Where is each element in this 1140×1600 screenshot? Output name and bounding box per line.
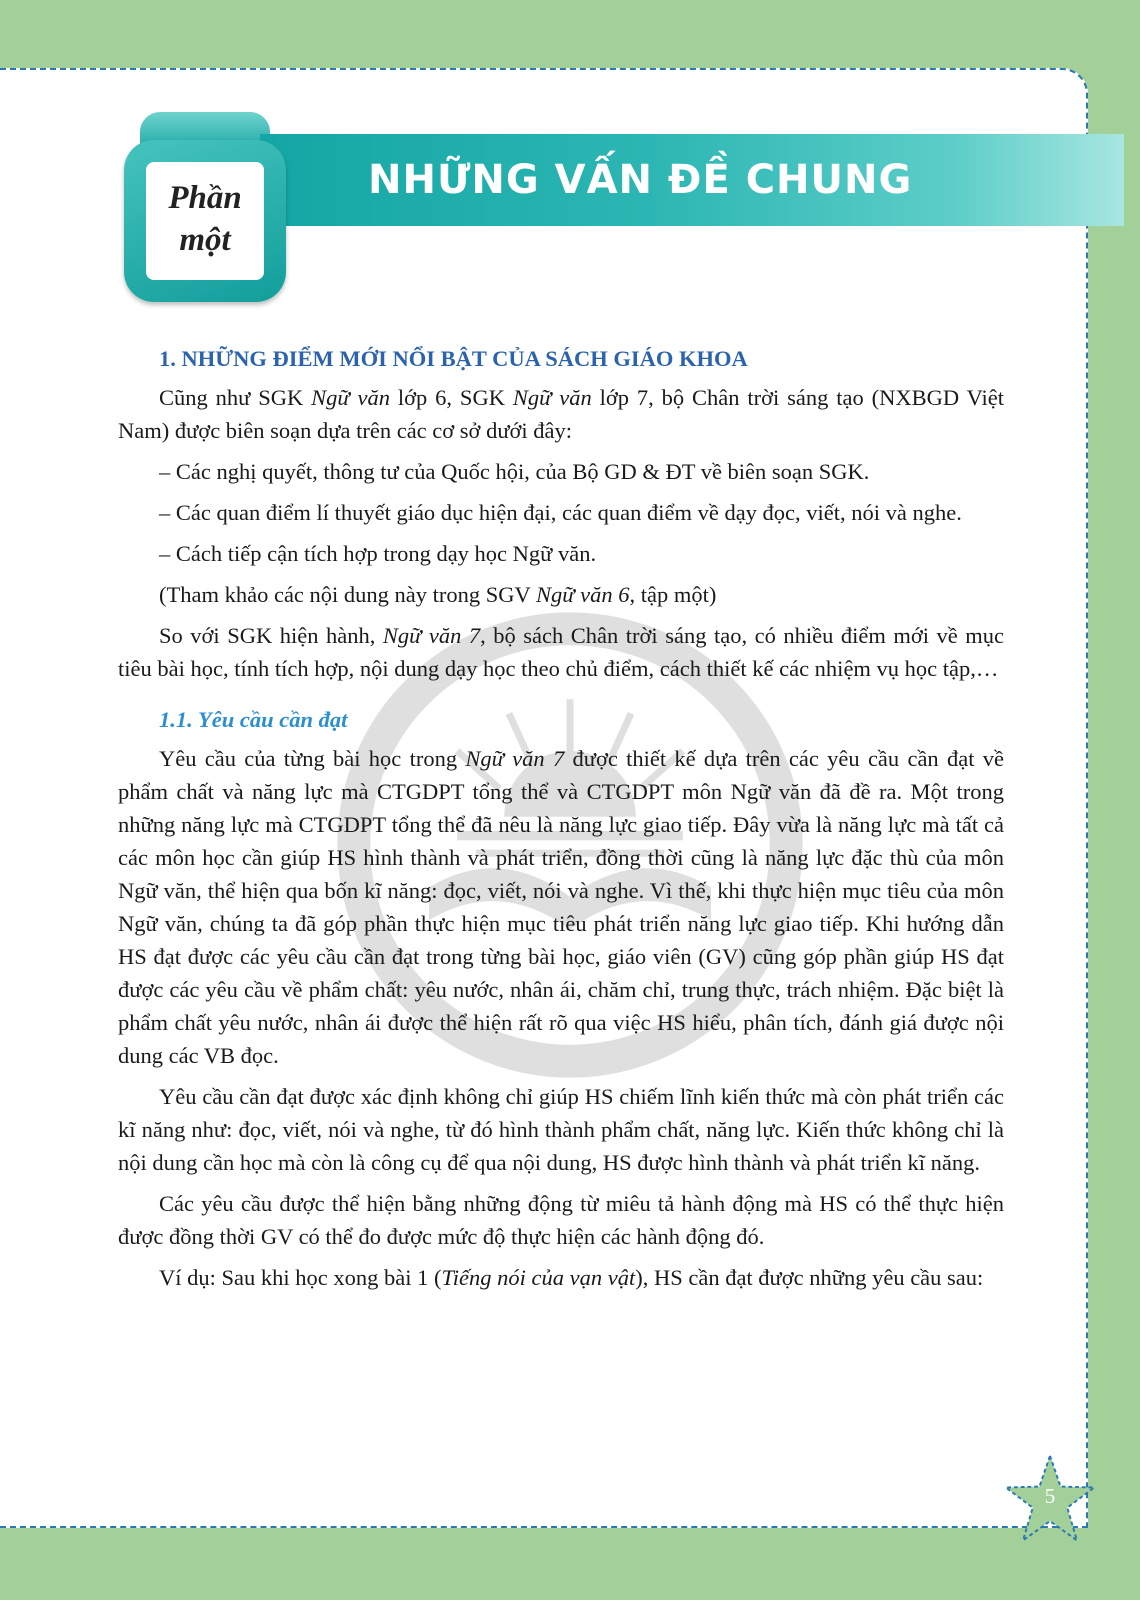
list-item: – Các nghị quyết, thông tư của Quốc hội, của Bộ GD & ĐT về biên soạn SGK. bbox=[159, 459, 870, 484]
part-badge-inner bbox=[146, 162, 264, 280]
list-item: – Cách tiếp cận tích hợp trong dạy học Ngữ văn. bbox=[159, 541, 597, 566]
part-badge bbox=[124, 140, 286, 302]
paragraph: Ví dụ: Sau khi học xong bài 1 (Tiếng nói của vạn vật), HS cần đạt được những yêu cầu sau: bbox=[159, 1265, 984, 1290]
paragraph: Yêu cầu cần đạt được xác định không chỉ giúp HS chiếm lĩnh kiến thức mà còn phát triển các kĩ năng như: đọc, viết, nói và nghe, từ đó hình thành phẩm chất, năng lực. Kiến thức không chỉ là nội dung cần học mà còn là công cụ để qua nội dung, HS được hình thành và phát triển kĩ năng. bbox=[118, 1084, 1004, 1175]
part-label-line1: Phần bbox=[168, 180, 242, 216]
paragraph: Cũng như SGK Ngữ văn lớp 6, SGK Ngữ văn lớp 7, bộ Chân trời sáng tạo (NXBGD Việt Nam) được biên soạn dựa trên các cơ sở dưới đây: bbox=[118, 385, 1005, 443]
main-content bbox=[118, 342, 1004, 1302]
part-label-line2: một bbox=[179, 222, 231, 258]
page-number: 5 bbox=[1044, 1484, 1056, 1508]
paragraph: So với SGK hiện hành, Ngữ văn 7, bộ sách Chân trời sáng tạo, có nhiều điểm mới về mục tiêu bài học, tính tích hợp, nội dung dạy học theo chủ điểm, cách thiết kế các nhiệm vụ học tập,… bbox=[118, 623, 1004, 681]
list-item: – Các quan điểm lí thuyết giáo dục hiện đại, các quan điểm về dạy đọc, viết, nói và nghe. bbox=[159, 500, 962, 525]
subsection-heading: 1.1. Yêu cầu cần đạt bbox=[159, 707, 348, 732]
reference-note: (Tham khảo các nội dung này trong SGV Ngữ văn 6, tập một) bbox=[159, 582, 717, 607]
section-heading: 1. NHỮNG ĐIỂM MỚI NỔI BẬT CỦA SÁCH GIÁO KHOA bbox=[159, 346, 748, 371]
paragraph: Các yêu cầu được thể hiện bằng những động từ miêu tả hành động mà HS có thể thực hiện được đồng thời GV có thể đo được mức độ thực hiện các hành động đó. bbox=[118, 1191, 1004, 1249]
paragraph: Yêu cầu của từng bài học trong Ngữ văn 7 được thiết kế dựa trên các yêu cầu cần đạt về phẩm chất và năng lực mà CTGDPT tổng thể và CTGDPT môn Ngữ văn đã đề ra. Một trong những năng lực mà CTGDPT tổng thể đã nêu là năng lực giao tiếp. Đây vừa là năng lực mà tất cả các môn học cần giúp HS hình thành và phát triển, đồng thời cũng là năng lực đặc thù của môn Ngữ văn, thể hiện qua bốn kĩ năng: đọc, viết, nói và nghe. Vì thế, khi thực hiện mục tiêu của môn Ngữ văn, chúng ta đã góp phần thực hiện mục tiêu phát triển năng lực giao tiếp. Khi hướng dẫn HS đạt được các yêu cầu cần đạt trong từng bài học, giáo viên (GV) cũng góp phần giúp HS đạt được các yêu cầu về phẩm chất: yêu nước, nhân ái, chăm chỉ, trung thực, trách nhiệm. Đặc biệt là phẩm chất yêu nước, nhân ái được thể hiện rất rõ qua việc HS hiểu, phân tích, đánh giá được nội dung các VB đọc. bbox=[118, 746, 1004, 1068]
page-title: NHỮNG VẤN ĐỀ CHUNG bbox=[368, 157, 913, 203]
